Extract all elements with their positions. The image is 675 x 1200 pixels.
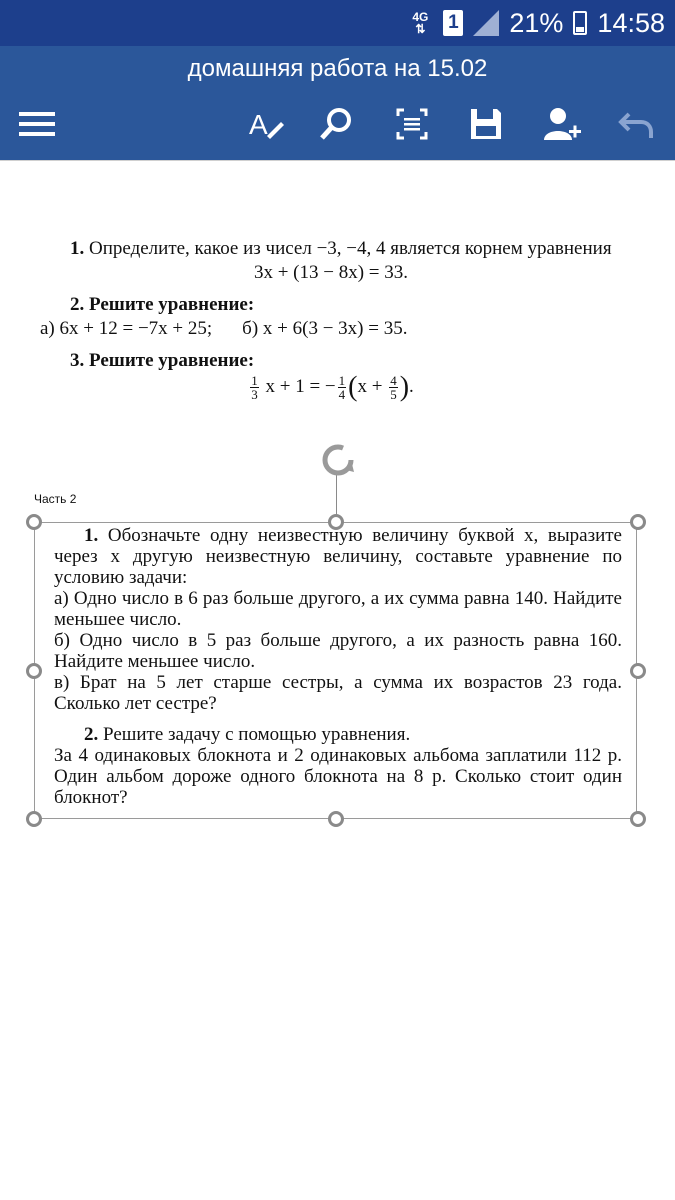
text-format-icon[interactable] (246, 104, 286, 144)
reading-view-icon[interactable] (392, 104, 432, 144)
part-2-task-1-c: в) Брат на 5 лет старше сестры, а сумма их возрастов 23 года. Сколько лет сестре? (54, 672, 622, 714)
resize-handle-top-left[interactable] (26, 514, 42, 530)
part-2-task-2: 2. Решите задачу с помощью уравнения. (84, 724, 411, 745)
battery-icon (573, 11, 587, 35)
toolbar (0, 94, 675, 160)
resize-handle-right[interactable] (630, 663, 646, 679)
task-2-equations: а) 6x + 12 = −7x + 25; б) x + 6(3 − 3x) = 35. (40, 318, 408, 339)
hamburger-menu-icon[interactable] (18, 104, 58, 144)
resize-handle-left[interactable] (26, 663, 42, 679)
document-title: домашняя работа на 15.02 (0, 46, 675, 94)
part-2-label: Часть 2 (34, 492, 77, 506)
resize-handle-bottom-right[interactable] (630, 811, 646, 827)
page-top-edge (0, 160, 675, 161)
task-3-equation: $\frac{1}{3}$ x + 1 = − $\frac{1}{4}$ (x + $\frac{4}{5}$ ). (251, 371, 414, 403)
search-icon[interactable] (316, 104, 356, 144)
rotate-handle-icon[interactable] (316, 442, 360, 480)
part-2-task-2-text: За 4 одинаковых блокнота и 2 одинаковых альбома заплатили 112 р. Один альбом дороже одного блокнота на 8 р. Сколько стоит один блокнот? (54, 745, 622, 808)
part-2-task-1-a: а) Одно число в 6 раз больше другого, а их сумма равна 140. Найдите меньшее число. (54, 588, 622, 630)
part-2-content (54, 525, 622, 808)
resize-handle-top-right[interactable] (630, 514, 646, 530)
battery-percent: 21% (509, 7, 564, 38)
part-2-task-1-b: б) Одно число в 5 раз больше другого, а их разность равна 160. Найдите меньшее число. (54, 630, 622, 672)
task-2-title: 2. Решите уравнение: (70, 294, 255, 315)
status-bar (0, 0, 675, 46)
task-1: 1. Определите, какое из чисел −3, −4, 4 является корнем уравнения (70, 238, 612, 259)
share-person-icon[interactable] (543, 104, 583, 144)
document-content (40, 238, 622, 401)
signal-icon (473, 10, 499, 36)
network-indicator: 4G ⇅ (412, 10, 429, 36)
fraction: $\frac{4}{5}$ (390, 373, 397, 402)
resize-handle-bottom-left[interactable] (26, 811, 42, 827)
resize-handle-bottom[interactable] (328, 811, 344, 827)
undo-icon[interactable] (616, 104, 656, 144)
part-2-task-1: 1. Обозначьте одну неизвестную величину буквой x, выразите через x другую неизвестную величину, составьте уравнение по условию задачи: (54, 525, 622, 588)
fraction: $\frac{1}{3}$ (251, 373, 258, 402)
task-3-title: 3. Решите уравнение: (70, 350, 255, 371)
fraction: $\frac{1}{4}$ (338, 373, 346, 402)
clock: 14:58 (597, 7, 665, 38)
sim-icon: 1 (443, 10, 463, 36)
svg-text:A: A (249, 109, 268, 140)
task-1-equation: 3x + (13 − 8x) = 33. (253, 262, 409, 283)
save-icon[interactable] (466, 104, 506, 144)
